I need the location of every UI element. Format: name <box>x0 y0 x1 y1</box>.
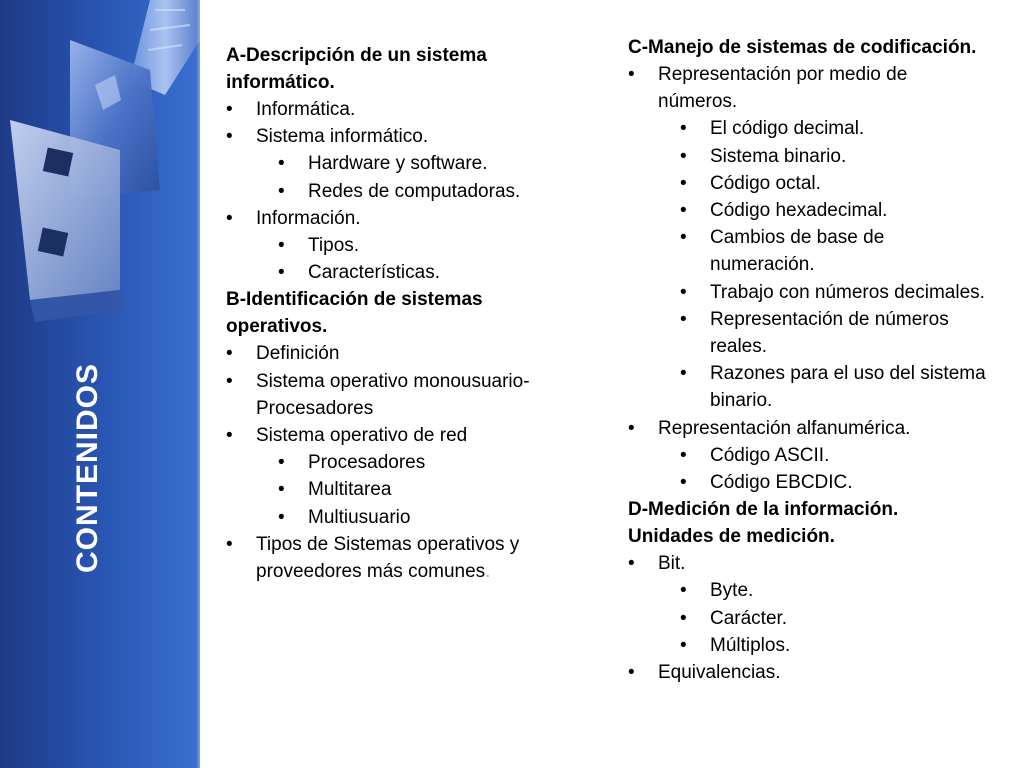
list-item: • Características. <box>226 259 571 286</box>
list-item: • Tipos. <box>226 232 571 259</box>
section-b-list <box>226 340 571 585</box>
list-item: • Redes de computadoras. <box>226 178 571 205</box>
list-item: • Procesadores <box>226 449 571 476</box>
section-c-heading: C-Manejo de sistemas de codificación. <box>628 37 977 58</box>
list-item: • Multitarea <box>226 476 571 503</box>
section-a-list <box>226 96 571 286</box>
list-item: • Trabajo con números decimales. <box>628 279 988 306</box>
sidebar-panel <box>0 0 200 768</box>
list-item: • Múltiplos. <box>628 632 988 659</box>
list-item: • Sistema informático. <box>226 123 571 150</box>
list-item: • Código ASCII. <box>628 442 988 469</box>
list-item: • Código octal. <box>628 170 988 197</box>
list-item: • Definición <box>226 340 571 367</box>
list-item: • Equivalencias. <box>628 659 988 686</box>
list-item: • El código decimal. <box>628 115 988 142</box>
list-item: • Código hexadecimal. <box>628 197 988 224</box>
list-item: • Multiusuario <box>226 504 571 531</box>
list-item: • Representación por medio de números. <box>628 61 988 115</box>
list-item: • Información. <box>226 205 571 232</box>
list-item: • Carácter. <box>628 605 988 632</box>
list-item: • Representación alfanumérica. <box>628 415 988 442</box>
list-item: • Cambios de base de numeración. <box>628 224 988 278</box>
list-item: • Representación de números reales. <box>628 306 988 360</box>
list-item: • Sistema operativo monousuario- Procesadores <box>226 368 571 422</box>
left-column <box>226 42 571 585</box>
section-c-list <box>628 61 988 496</box>
list-item-accent: . <box>485 561 491 583</box>
list-item: • Sistema operativo de red <box>226 422 571 449</box>
list-item: • Bit. <box>628 550 988 577</box>
list-item-text: Tipos de Sistemas operativos y proveedores más comunes <box>256 533 520 583</box>
list-item: • Informática. <box>226 96 571 123</box>
section-a-heading: A-Descripción de un sistema informático. <box>226 45 487 93</box>
section-d-heading: D-Medición de la información. Unidades de medición. <box>628 499 899 548</box>
section-b-heading: B-Identificación de sistemas operativos. <box>226 289 483 338</box>
right-column <box>628 34 988 686</box>
usb-connector-icon <box>0 0 200 330</box>
section-d-list <box>628 550 988 686</box>
list-item: • Hardware y software. <box>226 150 571 177</box>
list-item: • Código EBCDIC. <box>628 469 988 496</box>
list-item: • Sistema binario. <box>628 143 988 170</box>
list-item: • Byte. <box>628 577 988 604</box>
list-item <box>226 531 571 585</box>
section-title: CONTENIDOS <box>71 362 104 574</box>
list-item: • Razones para el uso del sistema binario. <box>628 360 988 414</box>
